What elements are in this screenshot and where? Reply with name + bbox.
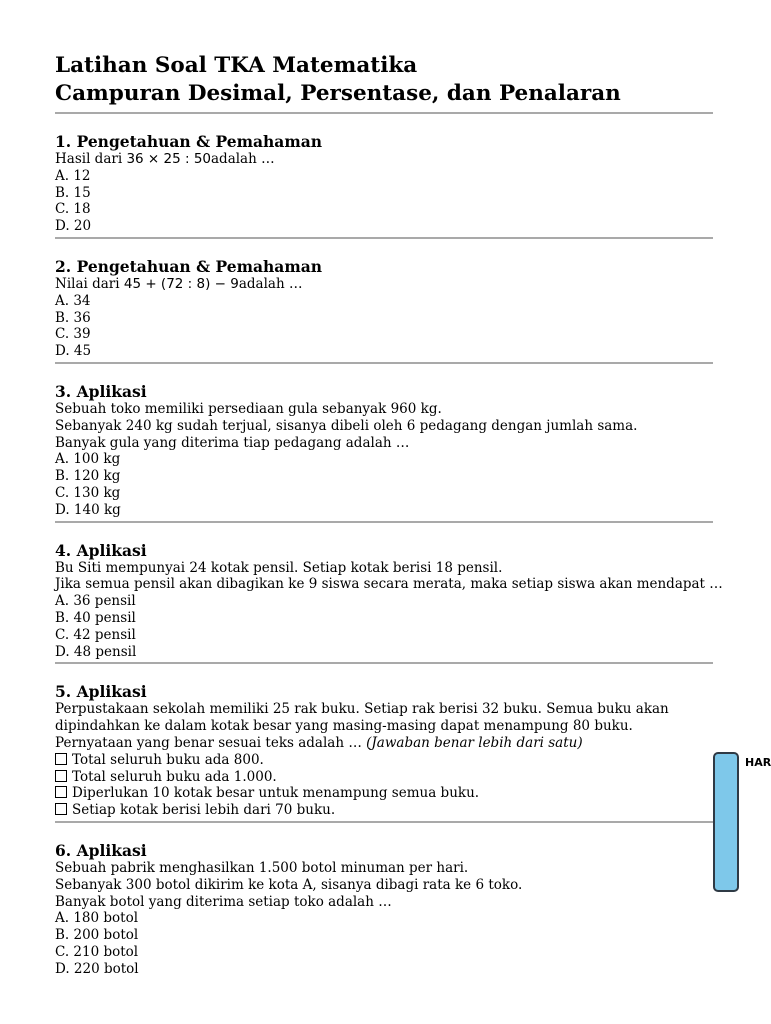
question-2-option-b[interactable]: B. 36 [55, 309, 91, 326]
question-6 [55, 823, 713, 980]
question-2-option-d[interactable]: D. 45 [55, 343, 92, 360]
question-6-option-d[interactable]: D. 220 botol [55, 960, 139, 977]
question-3-line-1: Sebuah toko memiliki persediaan gula sebanyak 960 kg. [55, 400, 442, 417]
question-6-option-c[interactable]: C. 210 botol [55, 943, 139, 960]
question-6-option-a[interactable]: A. 180 botol [55, 910, 139, 927]
question-4-line-2: Jika semua pensil akan dibagikan ke 9 siswa secara merata, maka setiap siswa akan mendapat … [55, 576, 723, 593]
question-1-heading: 1. Pengetahuan & Pemahaman [55, 132, 323, 151]
question-5-note: (Jawaban benar lebih dari satu) [366, 734, 583, 751]
question-2-text [55, 276, 713, 293]
question-1-option-b[interactable]: B. 15 [55, 184, 91, 201]
question-2-prefix: Nilai dari [55, 275, 124, 292]
side-panel-label: HAR [745, 756, 771, 769]
question-3-line-2: Sebanyak 240 kg sudah terjual, sisanya dibeli oleh 6 pedagang dengan jumlah sama. [55, 417, 638, 434]
question-3-option-a[interactable]: A. 100 kg [55, 451, 121, 468]
question-1-suffix: adalah … [211, 151, 275, 167]
question-6-line-3: Banyak botol yang diterima setiap toko adalah … [55, 893, 392, 910]
title-line-2: Campuran Desimal, Persentase, dan Penalaran [55, 81, 621, 106]
checkbox-icon[interactable] [55, 770, 67, 782]
question-5 [55, 664, 713, 823]
question-1-option-d[interactable]: D. 20 [55, 218, 92, 235]
question-6-heading: 6. Aplikasi [55, 840, 147, 860]
checkbox-icon[interactable] [55, 753, 67, 765]
checkbox-icon[interactable] [55, 803, 67, 815]
question-4-option-a[interactable]: A. 36 pensil [55, 593, 136, 610]
side-panel-tab[interactable] [713, 752, 739, 892]
question-3-option-d[interactable]: D. 140 kg [55, 501, 121, 518]
question-5-choice-3[interactable] [55, 785, 713, 802]
title-line-1: Latihan Soal TKA Matematika [55, 53, 418, 78]
question-3-option-b[interactable]: B. 120 kg [55, 468, 121, 485]
question-5-choice-2-label: Total seluruh buku ada 1.000. [72, 768, 277, 785]
question-5-statement-text: Pernyataan yang benar sesuai teks adalah … [55, 734, 367, 751]
question-5-heading: 5. Aplikasi [55, 682, 147, 702]
question-1-option-c[interactable]: C. 18 [55, 201, 91, 218]
question-5-choice-1[interactable] [55, 752, 713, 769]
question-3-heading: 3. Aplikasi [55, 381, 147, 401]
question-1-option-a[interactable]: A. 12 [55, 167, 91, 184]
question-2 [55, 239, 713, 364]
question-4-line-1: Bu Siti mempunyai 24 kotak pensil. Setiap kotak berisi 18 pensil. [55, 559, 503, 576]
question-2-option-c[interactable]: C. 39 [55, 326, 91, 343]
question-2-suffix: adalah … [238, 275, 303, 292]
question-4-option-c[interactable]: C. 42 pensil [55, 626, 136, 643]
question-4-heading: 4. Aplikasi [55, 540, 147, 560]
question-5-choice-4-label: Setiap kotak berisi lebih dari 70 buku. [72, 802, 336, 819]
question-5-statement [55, 735, 713, 752]
question-4-option-d[interactable]: D. 48 pensil [55, 643, 137, 660]
question-6-option-b[interactable]: B. 200 botol [55, 927, 139, 944]
question-5-choice-4[interactable] [55, 802, 713, 819]
question-3-option-c[interactable]: C. 130 kg [55, 484, 121, 501]
question-3 [55, 364, 713, 523]
question-1-text [55, 151, 713, 168]
question-4-option-b[interactable]: B. 40 pensil [55, 609, 136, 626]
question-4 [55, 523, 723, 665]
worksheet [55, 52, 723, 979]
question-1 [55, 114, 713, 239]
question-5-choice-3-label: Diperlukan 10 kotak besar untuk menampung semua buku. [72, 785, 480, 802]
question-2-heading: 2. Pengetahuan & Pemahaman [55, 256, 323, 276]
question-5-choice-2[interactable] [55, 769, 713, 786]
question-1-prefix: Hasil dari [55, 151, 127, 167]
question-6-line-2: Sebanyak 300 botol dikirim ke kota A, sisanya dibagi rata ke 6 toko. [55, 876, 523, 893]
question-1-expression: 36 × 25 : 50 [126, 151, 211, 167]
question-3-line-3: Banyak gula yang diterima tiap pedagang adalah … [55, 434, 410, 451]
question-6-line-1: Sebuah pabrik menghasilkan 1.500 botol minuman per hari. [55, 859, 469, 876]
page-title [55, 52, 713, 108]
question-5-choice-1-label: Total seluruh buku ada 800. [72, 751, 264, 768]
checkbox-icon[interactable] [55, 786, 67, 798]
question-2-expression: 45 + (72 : 8) − 9 [123, 275, 239, 292]
question-2-option-a[interactable]: A. 34 [55, 292, 91, 309]
question-5-paragraph: Perpustakaan sekolah memiliki 25 rak buku. Setiap rak berisi 32 buku. Semua buku akan dipindahkan ke dalam kotak besar yang masing-masing dapat menampung 80 buku. [55, 701, 669, 735]
